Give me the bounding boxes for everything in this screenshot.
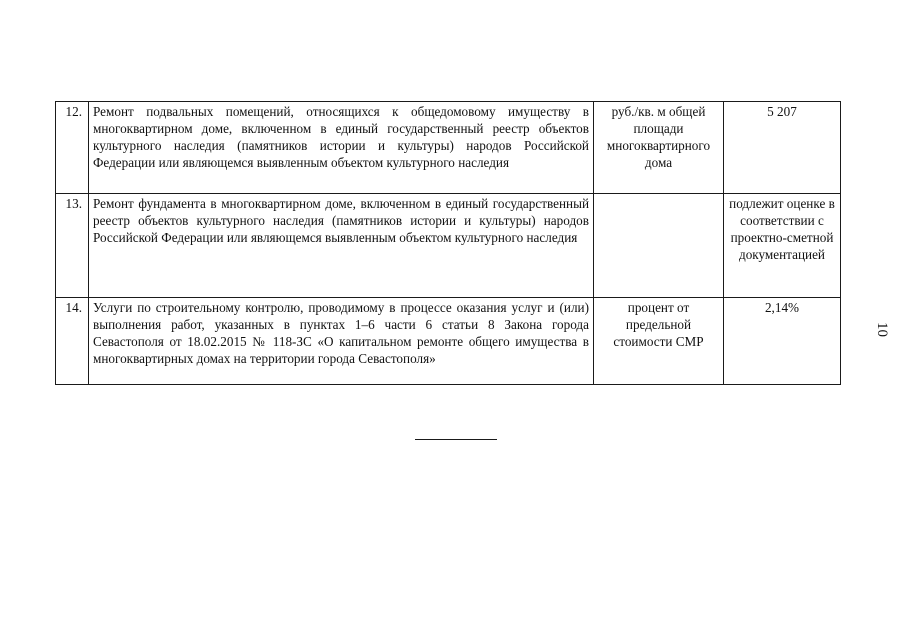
row-value: 5 207 — [724, 102, 841, 194]
table-row — [56, 298, 841, 385]
row-unit: руб./кв. м общей площади многоквартирного дома — [594, 102, 724, 194]
end-separator-line — [415, 439, 497, 440]
row-value: подлежит оценке в соответствии с проектно-сметной документацией — [724, 194, 841, 298]
row-number: 14. — [56, 298, 89, 385]
rates-table — [55, 101, 841, 385]
table-row — [56, 194, 841, 298]
row-unit — [594, 194, 724, 298]
row-description: Ремонт фундамента в многоквартирном доме, включенном в единый государственный реестр объектов культурного наследия (памятников истории и культуры) народов Российской Федерации или являющемся выявленным объектом культурного наследия — [89, 194, 594, 298]
table-row — [56, 102, 841, 194]
page-number: 10 — [874, 322, 890, 337]
row-number: 13. — [56, 194, 89, 298]
row-unit: процент от предельной стоимости СМР — [594, 298, 724, 385]
row-description: Ремонт подвальных помещений, относящихся к общедомовому имуществу в многоквартирном доме, включенном в единый государственный реестр объектов культурного наследия (памятников истории и культуры) народов Российской Федерации или являющемся выявленным объектом культурного наследия — [89, 102, 594, 194]
row-number: 12. — [56, 102, 89, 194]
row-description: Услуги по строительному контролю, проводимому в процессе оказания услуг и (или) выполнения работ, указанных в пунктах 1–6 части 6 статьи 8 Закона города Севастополя от 18.02.2015 № 118-ЗС «О капитальном ремонте общего имущества в многоквартирных домах на территории города Севастополя» — [89, 298, 594, 385]
row-value: 2,14% — [724, 298, 841, 385]
